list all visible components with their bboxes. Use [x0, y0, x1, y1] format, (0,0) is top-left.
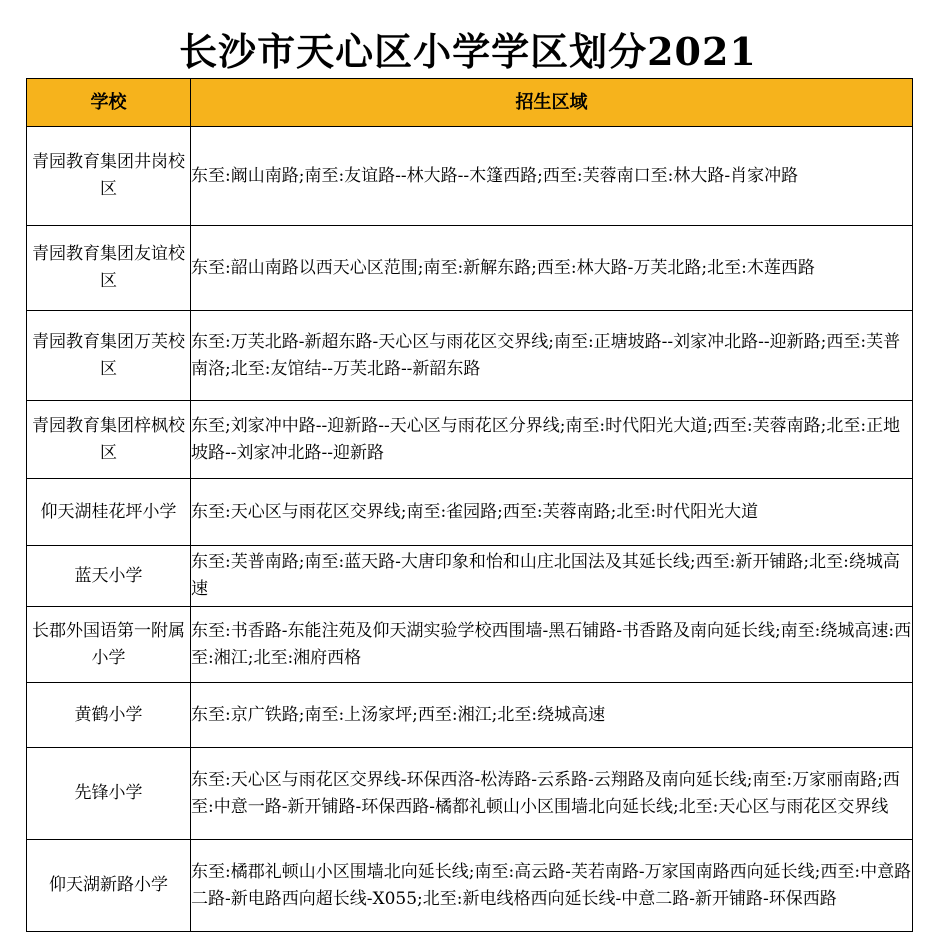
table-row [27, 311, 913, 401]
school-name: 仰天湖桂花坪小学 [27, 479, 191, 546]
column-header-area: 招生区域 [191, 79, 913, 127]
enrollment-area: 东至:天心区与雨花区交界线-环保西洛-松涛路-云系路-云翔路及南向延长线;南至:万家丽南路;西至:中意一路-新开铺路-环保西路-橘都礼顿山小区围墙北向延长线;北至:天心区与雨花区交界线 [191, 748, 913, 840]
school-district-table [26, 78, 913, 932]
enrollment-area: 东至:阚山南路;南至:友谊路--林大路--木篷西路;西至:芙蓉南口至:林大路-肖家冲路 [191, 127, 913, 226]
table-row [27, 840, 913, 932]
enrollment-area: 东至:芙普南路;南至:蓝天路-大唐印象和怡和山庄北国法及其延长线;西至:新开铺路;北至:绕城高速 [191, 546, 913, 607]
enrollment-area: 东至:天心区与雨花区交界线;南至:雀园路;西至:芙蓉南路;北至:时代阳光大道 [191, 479, 913, 546]
school-name: 长郡外国语第一附属小学 [27, 607, 191, 683]
table-row [27, 401, 913, 479]
school-name: 青园教育集团友谊校区 [27, 226, 191, 311]
enrollment-area: 东至;刘家冲中路--迎新路--天心区与雨花区分界线;南至:时代阳光大道;西至:芙蓉南路;北至:正地坡路--刘家冲北路--迎新路 [191, 401, 913, 479]
table-row [27, 546, 913, 607]
enrollment-area: 东至:韶山南路以西天心区范围;南至:新解东路;西至:林大路-万芙北路;北至:木莲西路 [191, 226, 913, 311]
enrollment-area: 东至:橘郡礼顿山小区围墙北向延长线;南至:高云路-芙若南路-万家国南路西向延长线;西至:中意路二路-新电路西向超长线-X055;北至:新电线格西向延长线-中意二路-新开铺路-环保西路 [191, 840, 913, 932]
table-row [27, 683, 913, 748]
table-row [27, 748, 913, 840]
enrollment-area: 东至:万芙北路-新超东路-天心区与雨花区交界线;南至:正塘坡路--刘家冲北路--迎新路;西至:芙普南洛;北至:友馆结--万芙北路--新韶东路 [191, 311, 913, 401]
school-name: 青园教育集团万芙校区 [27, 311, 191, 401]
school-name: 青园教育集团井岗校区 [27, 127, 191, 226]
school-name: 黄鹤小学 [27, 683, 191, 748]
enrollment-area: 东至:书香路-东能注苑及仰天湖实验学校西围墙-黑石铺路-书香路及南向延长线;南至:绕城高速:西至:湘江;北至:湘府西格 [191, 607, 913, 683]
school-name: 青园教育集团梓枫校区 [27, 401, 191, 479]
school-name: 仰天湖新路小学 [27, 840, 191, 932]
school-name: 蓝天小学 [27, 546, 191, 607]
page-title: 长沙市天心区小学学区划分2021 [179, 29, 757, 74]
table-row [27, 479, 913, 546]
table-row [27, 607, 913, 683]
school-name: 先锋小学 [27, 748, 191, 840]
table-row [27, 127, 913, 226]
enrollment-area: 东至:京广铁路;南至:上汤家坪;西至:湘江;北至:绕城高速 [191, 683, 913, 748]
table-header-row [27, 79, 913, 127]
column-header-school: 学校 [27, 79, 191, 127]
table-row [27, 226, 913, 311]
